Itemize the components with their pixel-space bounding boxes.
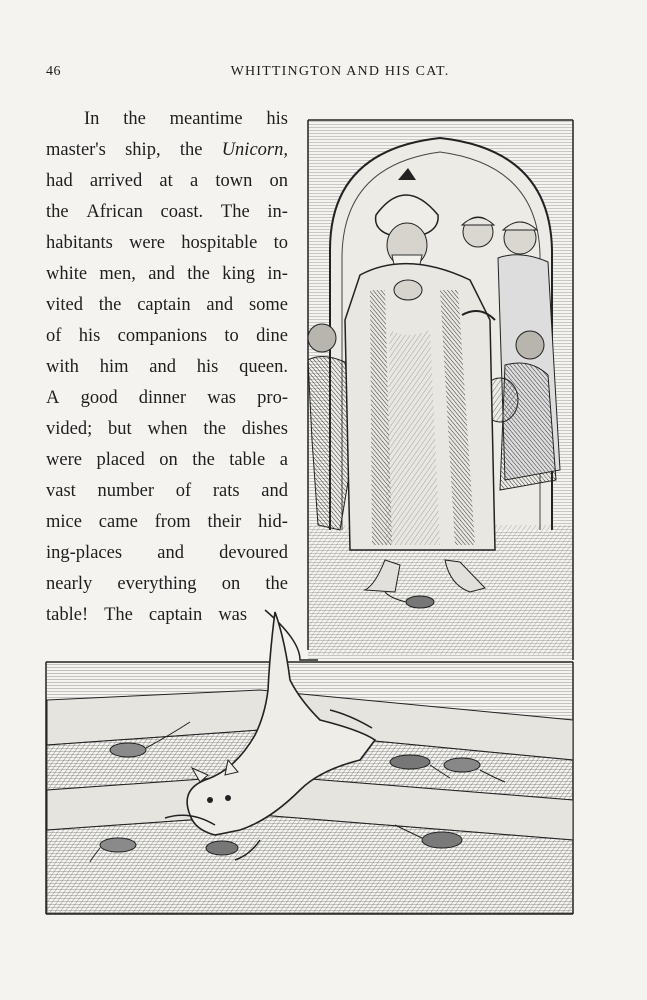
text-word: of (46, 326, 62, 346)
text-word: with (46, 357, 79, 377)
text-word: from (154, 512, 191, 532)
text-word: men, (99, 264, 136, 284)
text-word: was (207, 388, 236, 408)
text-word: in- (267, 264, 288, 284)
text-word: had (46, 171, 73, 191)
text-word: and (206, 295, 234, 315)
text-word: table (229, 450, 266, 470)
text-word: and (157, 543, 184, 563)
text-word: king (222, 264, 256, 284)
text-word: to (273, 233, 288, 253)
text-word: vided; (46, 419, 93, 439)
text-word: The (220, 202, 250, 222)
text-word: a (279, 450, 288, 470)
text-word: vited (46, 295, 83, 315)
text-word: the (265, 574, 288, 594)
text-word: the (187, 264, 210, 284)
text-word: table! (46, 605, 89, 625)
text-word: of (175, 481, 192, 501)
text-word: the (98, 295, 122, 315)
text-word: good (80, 388, 118, 408)
text-word: on (159, 450, 178, 470)
text-word: the (123, 109, 146, 129)
text-word: and (149, 357, 176, 377)
text-word: their (207, 512, 242, 532)
text-word: white (46, 264, 88, 284)
text-word: was (218, 605, 248, 625)
text-word: nearly (46, 574, 93, 594)
text-word: were (129, 233, 166, 253)
text-word: town (215, 171, 253, 191)
text-word: dine (256, 326, 288, 346)
text-word: number (97, 481, 155, 501)
text-word: came (98, 512, 138, 532)
text-word: at (159, 171, 173, 191)
text-word: queen. (239, 357, 288, 377)
text-word: hospitable (181, 233, 258, 253)
text-word: habitants (46, 233, 113, 253)
text-word: his (78, 326, 101, 346)
text-word: everything (117, 574, 197, 594)
upper-scene (308, 120, 573, 660)
text-word: captain (137, 295, 191, 315)
text-word: dinner (138, 388, 187, 408)
text-word: meantime (169, 109, 243, 129)
text-word: on (269, 171, 288, 191)
text-word: placed (96, 450, 145, 470)
text-word: on (221, 574, 241, 594)
text-word: mice (46, 512, 82, 532)
text-word: arrived (89, 171, 143, 191)
text-word: coast. (160, 202, 204, 222)
text-word: his (196, 357, 219, 377)
text-word: his (266, 109, 288, 129)
text-word: rats (212, 481, 240, 501)
text-word: master's (46, 140, 106, 160)
text-word: ing-places (46, 543, 123, 563)
text-word: in- (267, 202, 288, 222)
text-word: dishes (241, 419, 288, 439)
text-word: but (108, 419, 132, 439)
text-word: ship, (125, 140, 161, 160)
text-word: and (261, 481, 288, 501)
text-word: were (46, 450, 82, 470)
text-word: companions (117, 326, 208, 346)
text-word: him (99, 357, 129, 377)
text-word: the (192, 450, 215, 470)
text-word: a (189, 171, 199, 191)
page-number: 46 (46, 64, 61, 79)
text-word: to (224, 326, 239, 346)
text-word: vast (46, 481, 76, 501)
text-word: the (179, 140, 203, 160)
text-word: devoured (219, 543, 288, 563)
text-word: the (203, 419, 226, 439)
text-word: In (84, 109, 100, 129)
running-title: WHITTINGTON AND HIS CAT. (230, 64, 450, 79)
text-word: when (147, 419, 188, 439)
text-word: and (148, 264, 175, 284)
text-word: captain (148, 605, 203, 625)
text-word: A (46, 388, 60, 408)
text-word: hid- (258, 512, 288, 532)
text-word: the (46, 202, 69, 222)
text-word: African (86, 202, 143, 222)
text-word: Unicorn, (221, 140, 288, 160)
text-word: pro- (257, 388, 288, 408)
text-word: The (104, 605, 133, 625)
text-word: some (248, 295, 288, 315)
